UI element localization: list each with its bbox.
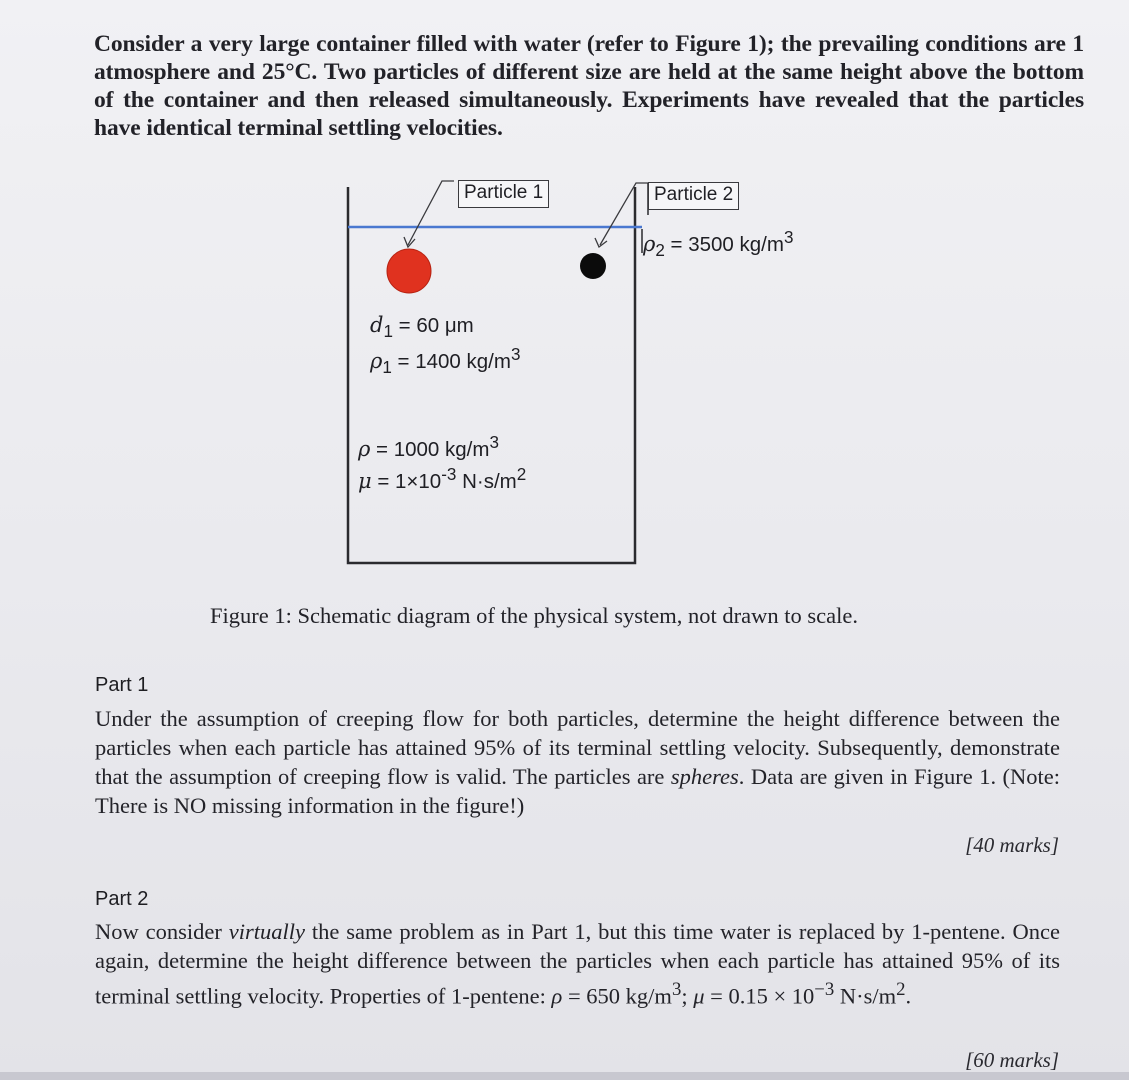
part-2-marks: [60 marks] [965,1048,1059,1072]
part-1-title: Part 1 [95,674,149,696]
particle-2-label: Particle 2 [648,182,739,210]
particle-2-sphere [580,253,606,279]
figure-caption: Figure 1: Schematic diagram of the physical system, not drawn to scale. [210,603,858,628]
fluid-viscosity: $\mu = 1\times 10^{-3}$ $N\cdot s/m^2$ [358,465,527,493]
particle-1-sphere [387,249,431,293]
intro-paragraph: Consider a very large container filled with water (refer to Figure 1); the prevailing conditions are 1 atmosphere and 25°C. Two particles of different size are held at the same height above the bottom of the container and then released simultaneously. Experiments have revealed that the particles have identical terminal settling velocities. [94,31,1084,141]
particle-1-diameter: $d_1 = 60$ μm [370,313,474,342]
part-2-title: Part 2 [95,888,149,910]
fluid-density: ρ = 1000 $kg/m^3$ [358,433,499,461]
particle-1-density: $\rho_1 = 1400$ $kg/m^3$ [370,345,521,377]
part-1-marks: [40 marks] [965,833,1059,857]
particle-1-leader [408,181,454,245]
part-1-text: Under the assumption of creeping flow for both particles, determine the height difference between the particles when each particle has attained 95% of its terminal settling velocity. Subsequently, demonstrate that the assumption of creeping flow is valid. The particles are spheres. Data are given in Figure 1. (Note: There is NO missing information in the figure!) [95,706,1060,818]
particle-2-density: $\rho_2 = 3500$ $kg/m^3$ [643,228,794,260]
screen-bottom-edge [0,1072,1129,1080]
particle-2-leader [600,183,648,245]
figure-1-diagram [330,165,850,575]
particle-1-label: Particle 1 [458,180,549,208]
part-2-text: Now consider virtually the same problem as in Part 1, but this time water is replaced by 1-pentene. Once again, determine the height difference between the particles when each particle has attained 95% of its terminal settling velocity. Properties of 1-pentene: ρ = 650 $kg/m^3$; $\mu = 0.15 \times 10^{-3}$ $N\cdot s/m^2$. [95,919,1060,1009]
